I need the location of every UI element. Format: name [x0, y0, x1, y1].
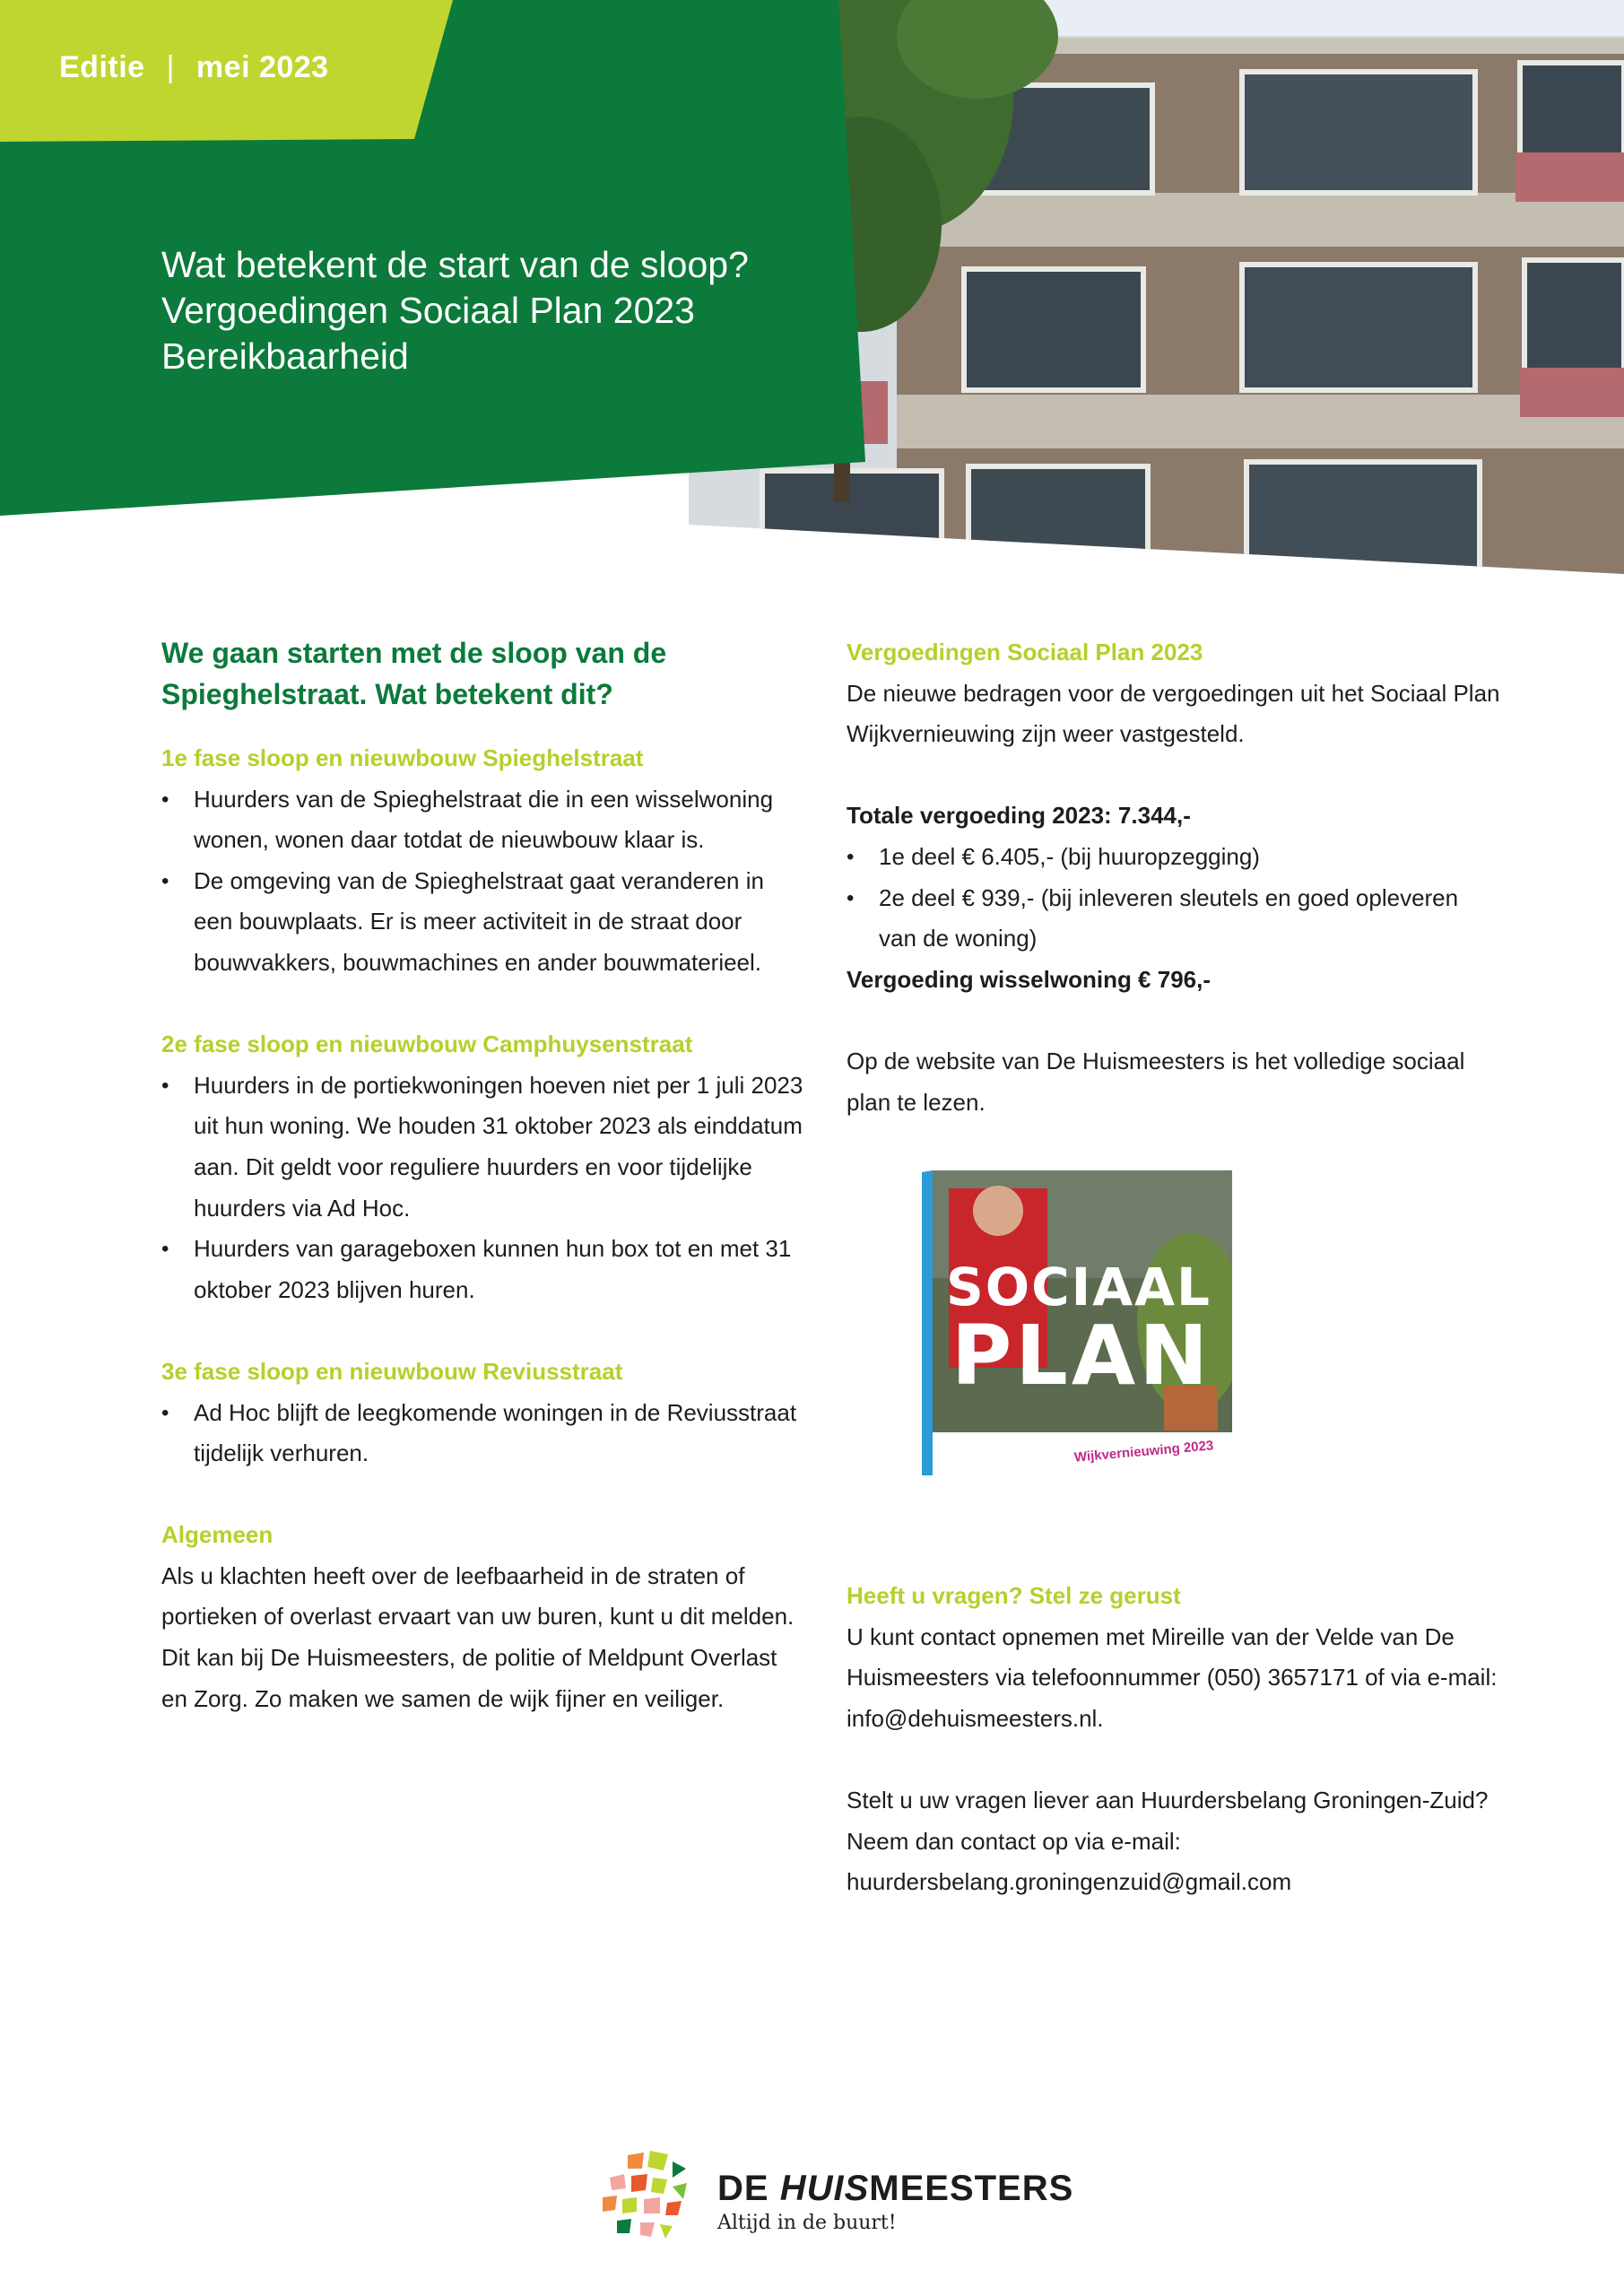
logo-wordmark: [717, 2169, 1073, 2209]
logo-suffix: MEESTERS: [869, 2169, 1074, 2208]
logo-emphasis: HUIS: [779, 2169, 870, 2208]
edition-separator: |: [166, 50, 175, 84]
logo-mosaic-icon: [601, 2151, 708, 2249]
booklet-title-line2: PLAN: [951, 1308, 1212, 1404]
phase3-list: [161, 1393, 807, 1474]
list-item: • 2e deel € 939,- (bij inleveren sleutels en goed opleveren van de woning): [847, 878, 1501, 960]
edition-label: [59, 50, 329, 85]
edition-date: mei 2023: [195, 50, 329, 84]
compensation-title: Vergoedingen Sociaal Plan 2023: [847, 639, 1203, 665]
general-title: Algemeen: [161, 1521, 274, 1549]
list-item: • De omgeving van de Spieghelstraat gaat veranderen in een bouwplaats. Er is meer activiteit in de straat door bouwvakkers, bouwmachines en ander bouwmaterieel.: [161, 861, 807, 984]
list-item: • 1e deel € 6.405,- (bij huuropzegging): [847, 837, 1501, 878]
sociaal-plan-booklet-image: [922, 1170, 1232, 1475]
compensation-intro: De nieuwe bedragen voor de vergoedingen uit het Sociaal Plan Wijkvernieuwing zijn weer vastgesteld.: [847, 679, 1500, 748]
general-text: Als u klachten heeft over de leefbaarheid in de straten of portieken of overlast ervaart van uw buren, kunt u dit melden. Dit kan bij De Huismeesters, de politie of Meldpunt Overlast en Zorg. Zo maken we samen de wijk fijner en veiliger.: [161, 1561, 795, 1712]
exchange-compensation: Vergoeding wisselwoning € 796,-: [847, 965, 1211, 993]
list-item: • Huurders van de Spieghelstraat die in een wisselwoning wonen, wonen daar totdat de nieuwbouw klaar is.: [161, 779, 807, 861]
phase1-list: [161, 779, 807, 984]
header-title-2: Vergoedingen Sociaal Plan 2023: [161, 290, 695, 331]
phase2-title: 2e fase sloop en nieuwbouw Camphuysenstraat: [161, 1031, 693, 1058]
questions-alt-email: huurdersbelang.groningenzuid@gmail.com: [847, 1868, 1292, 1896]
questions-alt-contact: Stelt u uw vragen liever aan Huurdersbelang Groningen-Zuid? Neem dan contact op via e-mail:: [847, 1787, 1489, 1855]
questions-contact: U kunt contact opnemen met Mireille van der Velde van De Huismeesters via telefoonnummer (050) 3657171 of via e-mail: info@dehuismeesters.nl.: [847, 1622, 1498, 1732]
phase1-title: 1e fase sloop en nieuwbouw Spieghelstraat: [161, 744, 644, 771]
list-item: • Huurders van garageboxen kunnen hun box tot en met 31 oktober 2023 blijven huren.: [161, 1229, 807, 1310]
compensation-total: Totale vergoeding 2023: 7.344,-: [847, 802, 1191, 830]
phase2-list: [161, 1065, 807, 1311]
booklet-subtitle: Wijkvernieuwing 2023: [1073, 1438, 1214, 1465]
booklet-graphic: [922, 1170, 1232, 1475]
header-banner: [0, 0, 1624, 583]
lead-heading: We gaan starten met de sloop van de Spieghelstraat. Wat betekent dit?: [161, 637, 667, 710]
booklet-title-line1: SOCIAAL: [946, 1257, 1211, 1318]
list-item: • Ad Hoc blijft de leegkomende woningen in de Reviusstraat tijdelijk verhuren.: [161, 1393, 807, 1474]
header-title-1: Wat betekent de start van de sloop?: [161, 244, 749, 285]
logo-tagline: Altijd in de buurt!: [717, 2212, 897, 2234]
left-column: [161, 632, 807, 1719]
edition-word: Editie: [59, 50, 145, 84]
questions-title: Heeft u vragen? Stel ze gerust: [847, 1582, 1181, 1610]
compensation-list: [847, 837, 1501, 960]
website-note: Op de website van De Huismeesters is het volledige sociaal plan te lezen.: [847, 1047, 1465, 1116]
phase3-title: 3e fase sloop en nieuwbouw Reviusstraat: [161, 1357, 623, 1385]
list-item: • Huurders in de portiekwoningen hoeven niet per 1 juli 2023 uit hun woning. We houden 31 oktober 2023 als einddatum aan. Dit geldt voor reguliere huurders en voor tijdelijke huurders via Ad Hoc.: [161, 1065, 807, 1229]
logo-prefix: DE: [717, 2169, 780, 2208]
huismeesters-logo: [601, 2151, 1074, 2249]
header-titles: [161, 242, 749, 379]
header-title-3: Bereikbaarheid: [161, 335, 409, 377]
